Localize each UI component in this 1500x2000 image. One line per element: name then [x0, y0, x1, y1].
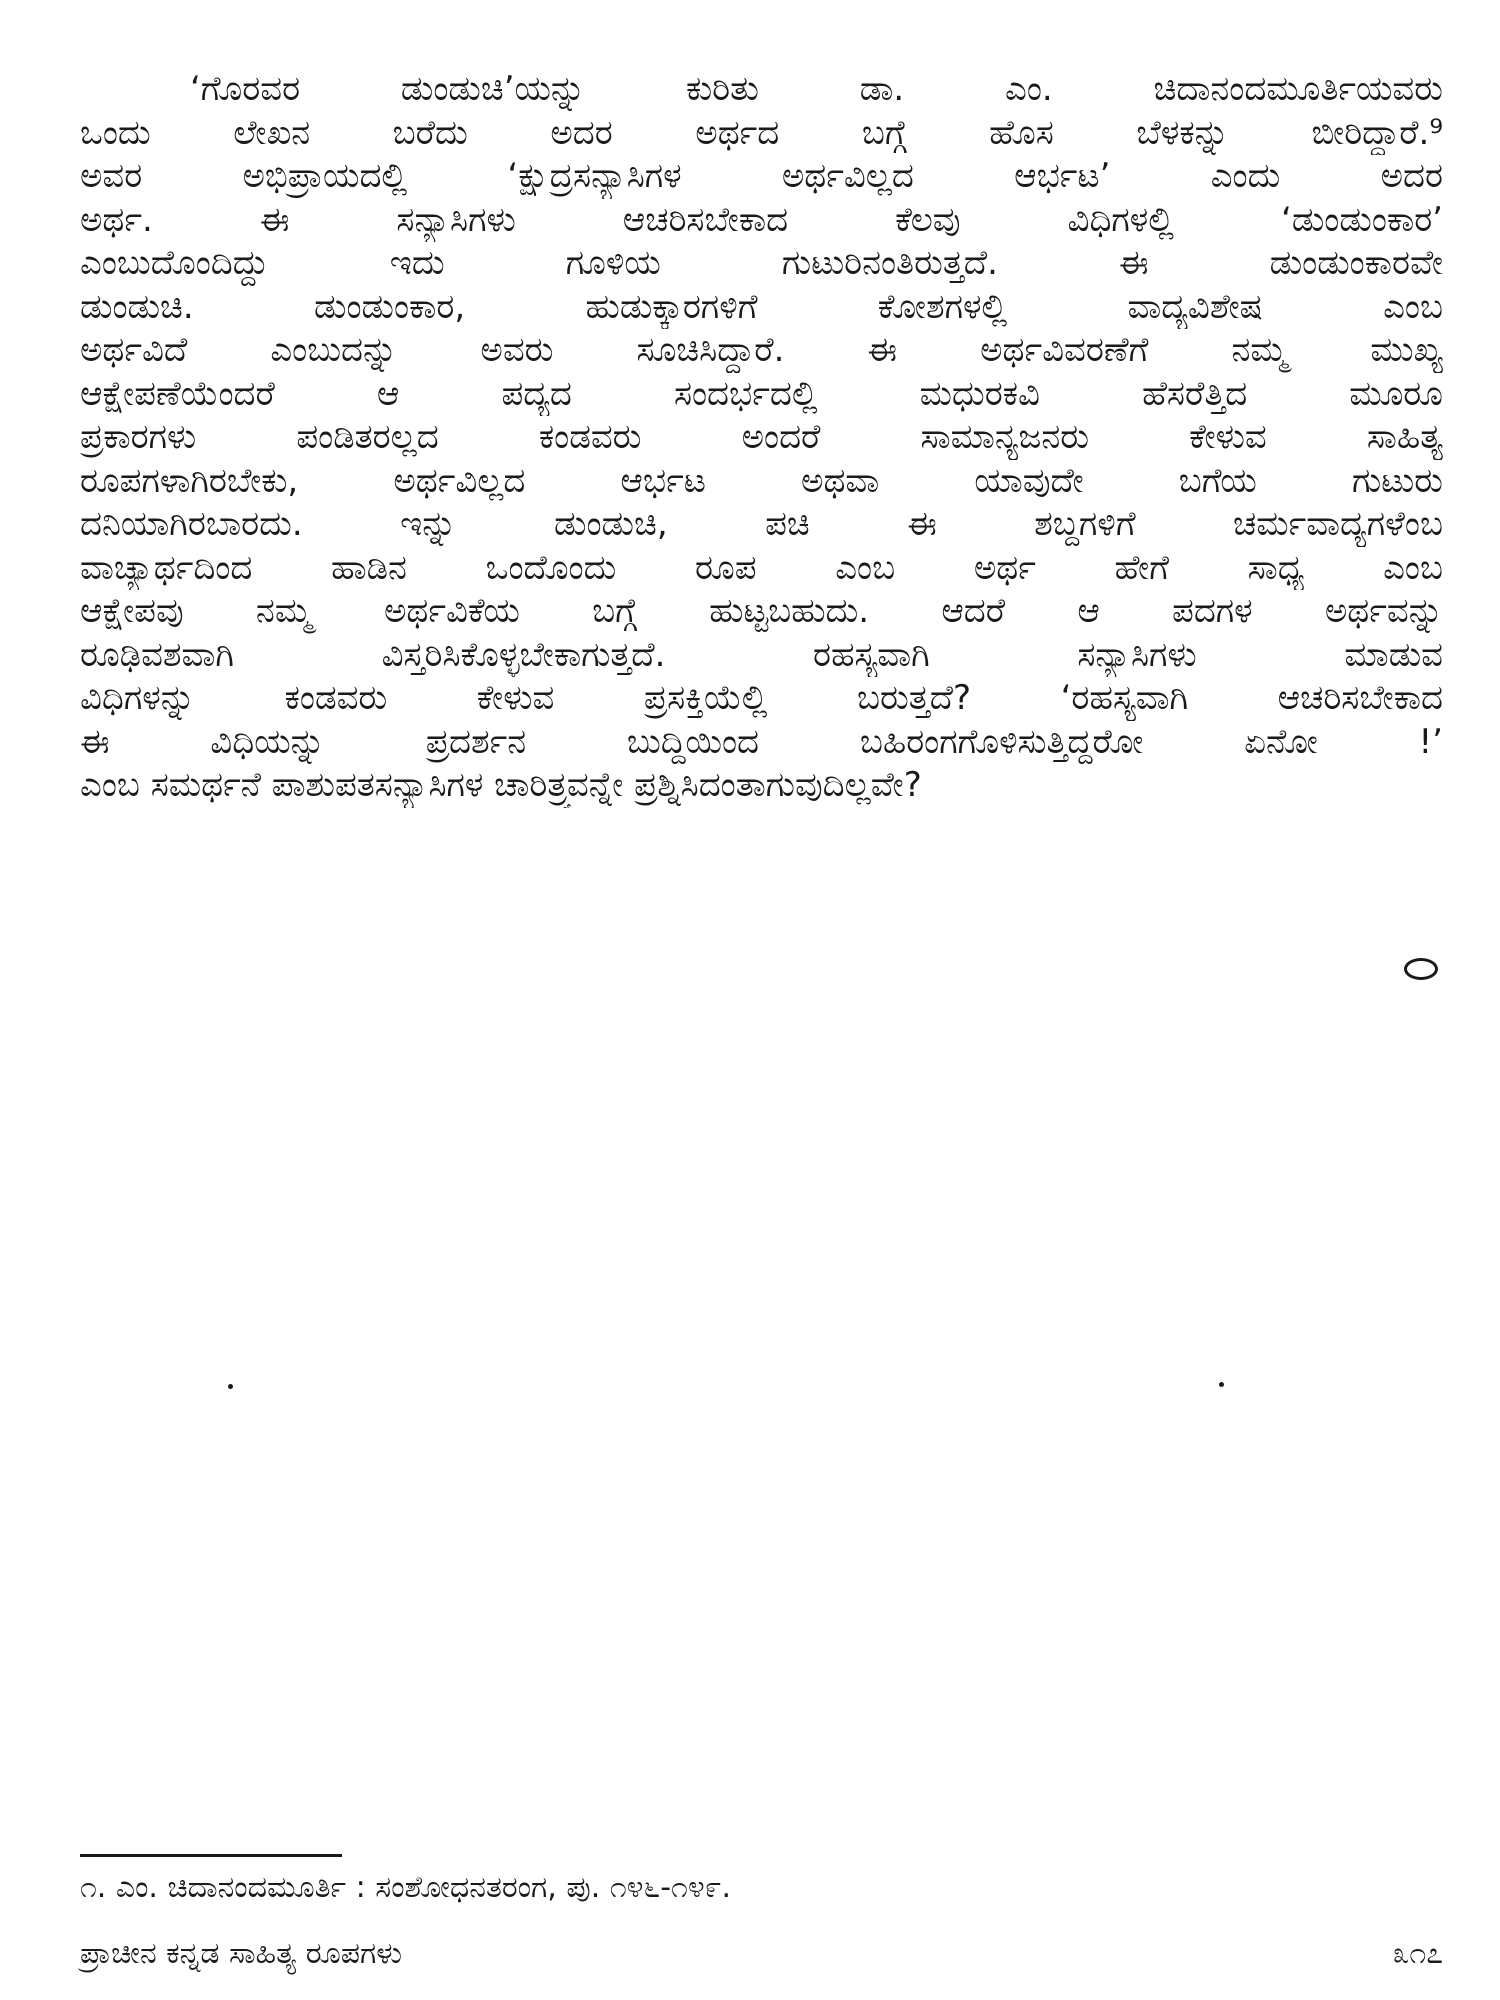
paragraph-line: ಅವರ ಅಭಿಪ್ರಾಯದಲ್ಲಿ ‘ಕ್ಷುದ್ರಸನ್ಯಾಸಿಗಳ ಅರ್ಥವಿಲ್ಲದ ಆರ್ಭಟ’ ಎಂದು ಅದರ [80, 156, 1443, 196]
paragraph-line: ವಿಧಿಗಳನ್ನು ಕಂಡವರು ಕೇಳುವ ಪ್ರಸಕ್ತಿಯೆಲ್ಲಿ ಬರುತ್ತದೆ? ‘ರಹಸ್ಯವಾಗಿ ಆಚರಿಸಬೇಕಾದ [80, 678, 1443, 718]
paragraph-line: ಆಕ್ಷೇಪಣೆಯೆಂದರೆ ಆ ಪದ್ಯದ ಸಂದರ್ಭದಲ್ಲಿ ಮಧುರಕವಿ ಹೆಸರೆತ್ತಿದ ಮೂರೂ [80, 373, 1443, 414]
paragraph-line: ರೂಪಗಳಾಗಿರಬೇಕು, ಅರ್ಥವಿಲ್ಲದ ಆರ್ಭಟ ಅಥವಾ ಯಾವುದೇ ಬಗೆಯ ಗುಟುರು [80, 460, 1443, 501]
paragraph-line: ಆಕ್ಷೇಪವು ನಮ್ಮ ಅರ್ಥವಿಕೆಯ ಬಗ್ಗೆ ಹುಟ್ಟಬಹುದು. ಆದರೆ ಆ ಪದಗಳ ಅರ್ಥವನ್ನು [80, 591, 1443, 631]
paragraph-line: ಅರ್ಥ. ಈ ಸನ್ಯಾಸಿಗಳು ಆಚರಿಸಬೇಕಾದ ಕೆಲವು ವಿಧಿಗಳಲ್ಲಿ ‘ಡುಂಡುಂಕಾರ’ [80, 199, 1443, 240]
body-paragraph [80, 68, 1443, 808]
paragraph-line: ಪ್ರಕಾರಗಳು ಪಂಡಿತರಲ್ಲದ ಕಂಡವರು ಅಂದರೆ ಸಾಮಾನ್ಯಜನರು ಕೇಳುವ ಸಾಹಿತ್ಯ [80, 417, 1443, 457]
paragraph-line: ಅರ್ಥವಿದೆ ಎಂಬುದನ್ನು ಅವರು ಸೂಚಿಸಿದ್ದಾರೆ. ಈ ಅರ್ಥವಿವರಣೆಗೆ ನಮ್ಮ ಮುಖ್ಯ [80, 330, 1443, 370]
paragraph-line: ಈ ವಿಧಿಯನ್ನು ಪ್ರದರ್ಶನ ಬುದ್ಧಿಯಿಂದ ಬಹಿರಂಗಗೊಳಿಸುತ್ತಿದ್ದರೋ ಏನೋ !’ [80, 721, 1443, 762]
paragraph-line: ‘ಗೊರವರ ಡುಂಡುಚಿ’ಯನ್ನು ಕುರಿತು ಡಾ. ಎಂ. ಚಿದಾನಂದಮೂರ್ತಿಯವರು [190, 69, 1443, 109]
paragraph-line: ವಾಚ್ಯಾರ್ಥದಿಂದ ಹಾಡಿನ ಒಂದೊಂದು ರೂಪ ಎಂಬ ಅರ್ಥ ಹೇಗೆ ಸಾಧ್ಯ ಎಂಬ [80, 547, 1443, 588]
paragraph-line: ಡುಂಡುಚಿ. ಡುಂಡುಂಕಾರ, ಹುಡುಕ್ಕಾರಗಳಿಗೆ ಕೋಶಗಳಲ್ಲಿ ವಾದ್ಯವಿಶೇಷ ಎಂಬ [80, 286, 1443, 327]
footnote: ೧. ಎಂ. ಚಿದಾನಂದಮೂರ್ತಿ : ಸಂಶೋಧನತರಂಗ, ಪು. ೧೪೬-೧೪೯. [80, 1870, 731, 1905]
paragraph-line: ಒಂದು ಲೇಖನ ಬರೆದು ಅದರ ಅರ್ಥದ ಬಗ್ಗೆ ಹೊಸ ಬೆಳಕನ್ನು ಬೀರಿದ್ದಾರೆ.⁹ [80, 112, 1443, 153]
footnote-separator [80, 1854, 342, 1857]
footer-book-title: ಪ್ರಾಚೀನ ಕನ್ನಡ ಸಾಹಿತ್ಯ ರೂಪಗಳು [80, 1936, 403, 1971]
paragraph-line: ರೂಢಿವಶವಾಗಿ ವಿಸ್ತರಿಸಿಕೊಳ್ಳಬೇಕಾಗುತ್ತದೆ. ರಹಸ್ಯವಾಗಿ ಸನ್ಯಾಸಿಗಳು ಮಾಡುವ [80, 634, 1443, 675]
paragraph-line: ಎಂಬುದೊಂದಿದ್ದು ಇದು ಗೂಳಿಯ ಗುಟುರಿನಂತಿರುತ್ತದೆ. ಈ ಡುಂಡುಂಕಾರವೇ [80, 243, 1443, 283]
page-number: ೩೧೭ [1392, 1936, 1443, 1971]
speck-mark [228, 1384, 233, 1389]
speck-mark [1219, 1382, 1224, 1387]
paragraph-line: ಎಂಬ ಸಮರ್ಥನೆ ಪಾಶುಪತಸನ್ಯಾಸಿಗಳ ಚಾರಿತ್ರ್ಯವನ್ನೇ ಪ್ರಶ್ನಿಸಿದಂತಾಗುವುದಿಲ್ಲವೇ? [80, 765, 922, 805]
paragraph-line: ದನಿಯಾಗಿರಬಾರದು. ಇನ್ನು ಡುಂಡುಚಿ, ಪಚಿ ಈ ಶಬ್ದಗಳಿಗೆ ಚರ್ಮವಾದ್ಯಗಳೆಂಬ [80, 504, 1443, 544]
section-end-mark-icon [1404, 958, 1438, 980]
